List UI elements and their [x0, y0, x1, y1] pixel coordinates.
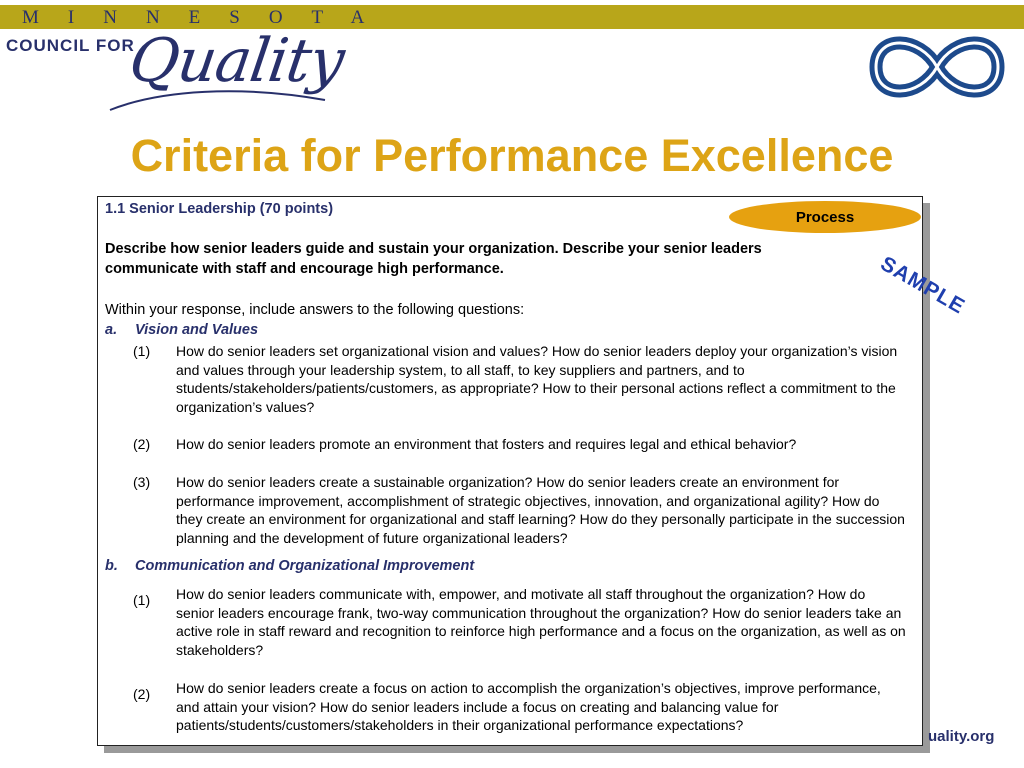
council-for-label: COUNCIL FOR [6, 36, 135, 55]
question-text: How do senior leaders promote an environment that fosters and requires legal and ethical behavior? [176, 436, 797, 452]
part-b-label: b. [105, 558, 118, 574]
infinity-loop-logo-icon [868, 24, 1006, 110]
quality-swash-decoration [100, 80, 330, 120]
question-number: (2) [133, 436, 151, 452]
question-text: How do senior leaders set organizational vision and values? How do senior leaders deploy your organization’s vision and values through your leadership system, to all staff, to key suppliers and partners, and to students/stakeholders/patients/customers, as appropriate? How to their personal actions reflect a commitment to the organization’s values? [176, 343, 898, 415]
part-a-title: Vision and Values [135, 322, 259, 338]
process-badge: Process [729, 201, 921, 233]
question-text: How do senior leaders create a sustainable organization? How do senior leaders create an environment for performance improvement, accomplishment of strategic objectives, innovation, and organizational agility? How do they create an environment for organizational and staff learning? How do they personally participate in the succession planning and the development of future organizational leaders? [176, 474, 905, 546]
part-b-title: Communication and Organizational Improvement [135, 558, 475, 574]
part-a-label: a. [105, 322, 118, 338]
footer-website-link[interactable]: uality.org [928, 728, 995, 745]
section-title: 1.1 Senior Leadership (70 points) [105, 201, 334, 217]
question-number: (2) [133, 686, 151, 702]
question-text: How do senior leaders communicate with, empower, and motivate all staff throughout the organization? How do senior leaders encourage frank, two-way communication throughout the organization? How do senior leaders take an active role in staff reward and recognition to reinforce high performance and a focus on the organization, as well as on stakeholders? [176, 586, 906, 658]
question-number: (3) [133, 474, 151, 490]
within-instruction: Within your response, include answers to the following questions: [105, 302, 525, 318]
question-number: (1) [133, 343, 151, 359]
quality-script-logo: Quality [125, 26, 348, 96]
sample-watermark: SAMPLE [876, 252, 969, 319]
org-name-minnesota: MINNESOTA [22, 7, 394, 28]
page-title: Criteria for Performance Excellence [130, 130, 894, 181]
question-text: How do senior leaders create a focus on action to accomplish the organization’s objectives, improve performance, and attain your vision? How do senior leaders include a focus on creating and balancing value for patients/students/customers/stakeholders in their organizational performance expectations? [176, 680, 881, 734]
describe-statement: Describe how senior leaders guide and sustain your organization. Describe your senior leaders communicate with staff and encourage high performance. [105, 241, 762, 277]
question-number: (1) [133, 592, 151, 608]
